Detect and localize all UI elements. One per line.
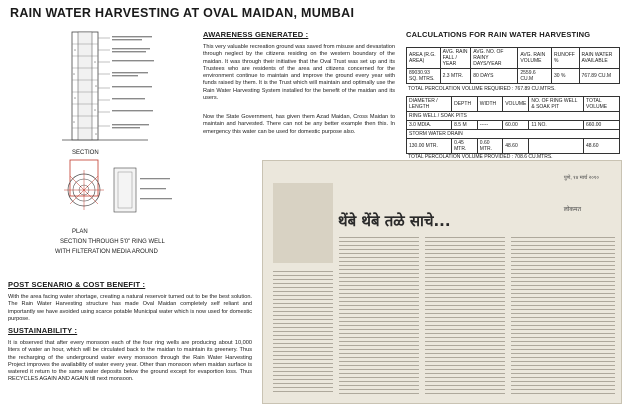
sustainability-heading: SUSTAINABILITY : xyxy=(8,326,78,335)
calc-heading: CALCULATIONS FOR RAIN WATER HARVESTING xyxy=(406,30,591,39)
rainfall-table-header xyxy=(407,48,620,69)
storm-drain-cell: 0.60 MTR. xyxy=(477,139,502,154)
percolation-header-cell: TOTAL VOLUME xyxy=(583,97,619,112)
ring-well-cell: 660.00 xyxy=(583,121,619,130)
ring-well-label: RING WELL / SOAK PITS xyxy=(407,112,620,121)
rainfall-cell: 2.3 MTR. xyxy=(440,69,471,84)
total-required: TOTAL PERCOLATION VOLUME REQUIRED : 767.89 CU.MTRS. xyxy=(408,86,556,92)
rainfall-cell: 2559.6 CU.M xyxy=(518,69,552,84)
ring-well-cell: 60.00 xyxy=(503,121,529,130)
newspaper-column xyxy=(273,269,333,395)
percolation-header-cell: DIAMETER / LENGTH xyxy=(407,97,452,112)
newspaper-headline: थेंबे थेंबे तळे साचे... xyxy=(338,212,451,230)
rainfall-header-cell: RUNOFF % xyxy=(552,48,580,69)
rainfall-header-cell: AVG. NO. OF RAINY DAYS/YEAR xyxy=(471,48,518,69)
storm-drain-cell: 48.60 xyxy=(583,139,619,154)
rainfall-table xyxy=(406,47,620,84)
newspaper-column xyxy=(339,235,419,395)
rainfall-header-cell: AVG. RAIN VOLUME xyxy=(518,48,552,69)
storm-drain-label-row xyxy=(407,130,620,139)
plan-caption: PLAN xyxy=(72,229,88,235)
percolation-header-cell: VOLUME xyxy=(503,97,529,112)
rainfall-cell: 30 % xyxy=(552,69,580,84)
newspaper-clipping xyxy=(262,160,622,404)
awareness-para-1: This very valuable recreation ground was saved from misuse and devastation through neglect by the citizens residing on the western boundary of the maidan. It was through their initiative that the Oval Trust was set up and its Trustees who are residents of the area and citizens concerned for the environment continue to maintain and improve the ground every year with funds raised by them. It is the Trust which will maintain and optimally use the Rain Water Harvesting System installed for the benefit of the maidan and its users. xyxy=(203,44,395,102)
rainfall-cell: 80 DAYS xyxy=(471,69,518,84)
rainfall-cell: 89030.93 SQ. MTRS. xyxy=(407,69,441,84)
total-provided: TOTAL PERCOLATION VOLUME PROVIDED : 708.6 CU.MTRS. xyxy=(408,154,553,160)
ring-well-cell: 8.5 M xyxy=(452,121,478,130)
storm-drain-row xyxy=(407,139,620,154)
sustainability-text: It is observed that after every monsoon each of the four ring wells are producing about 10,000 liters of water an hour, which will be circulated back to the maidan to maintain its greenery. Thus the recharging of the underground water every monsoon through the Rain Water Harvesting Project improves the availability of water every year. Other than monsoon when maidan surface is watered it return to the same water deposits below the ground except for evaportion loss. Thus RECYCLES AGAIN AND AGAIN till next monsoon. xyxy=(8,340,252,383)
post-heading: POST SCENARIO & COST BENEFIT : xyxy=(8,280,146,289)
rainfall-header-cell: AREA (R.G. AREA) xyxy=(407,48,441,69)
ring-well-cell: ----- xyxy=(477,121,502,130)
storm-drain-cell xyxy=(529,139,584,154)
ring-well-label-row xyxy=(407,112,620,121)
storm-drain-cell: 130.00 MTR. xyxy=(407,139,452,154)
rainfall-header-cell: AVG. RAIN FALL / YEAR xyxy=(440,48,471,69)
ring-well-cell: 3.0 MDIA. xyxy=(407,121,452,130)
newspaper-column xyxy=(511,235,615,395)
awareness-para-2: Now the State Government, has given them Azad Maidan, Cross Maidan to maintain and harvested. There can not be any better example then this. In emergency this water can be used for domestic purpose also. xyxy=(203,114,395,135)
newspaper-column xyxy=(425,235,505,395)
percolation-header-cell: DEPTH xyxy=(452,97,478,112)
page-title: RAIN WATER HARVESTING AT OVAL MAIDAN, MUMBAI xyxy=(10,6,355,20)
awareness-heading: AWARENESS GENERATED : xyxy=(203,30,309,39)
section-caption: SECTION xyxy=(72,150,99,156)
newspaper-date: पुणे, १४ मार्च २०१० xyxy=(563,175,599,181)
rainfall-cell: 767.89 CU.M xyxy=(579,69,619,84)
ring-well-cell: 11 NO. xyxy=(529,121,584,130)
storm-drain-cell: 48.60 xyxy=(503,139,529,154)
newspaper-photo xyxy=(273,183,333,263)
rainfall-header-cell: RAIN WATER AVAILABLE xyxy=(579,48,619,69)
percolation-header-cell: WIDTH xyxy=(477,97,502,112)
ring-well-row xyxy=(407,121,620,130)
plan-subcaption-1: SECTION THROUGH 5'0" RING WELL xyxy=(60,239,165,245)
percolation-header-cell: NO. OF RING WELL & SOAK PIT xyxy=(529,97,584,112)
storm-drain-cell: 0.45 MTR. xyxy=(452,139,478,154)
percolation-table-header xyxy=(407,97,620,112)
rainfall-table-row xyxy=(407,69,620,84)
percolation-table xyxy=(406,96,620,154)
storm-drain-label: STORM WATER DRAIN xyxy=(407,130,620,139)
newspaper-brand: लोकमत xyxy=(563,207,581,213)
post-text: With the area facing water shortage, creating a natural reservoir turned out to be the best solution. The Rain Water Harvesting structure has made Oval Maidan completely self reliant and importantly we have avoided using scarce potable Municipal water which is now used for domestic purpose. xyxy=(8,294,252,322)
plan-subcaption-2: WITH FILTERATION MEDIA AROUND xyxy=(55,249,158,255)
